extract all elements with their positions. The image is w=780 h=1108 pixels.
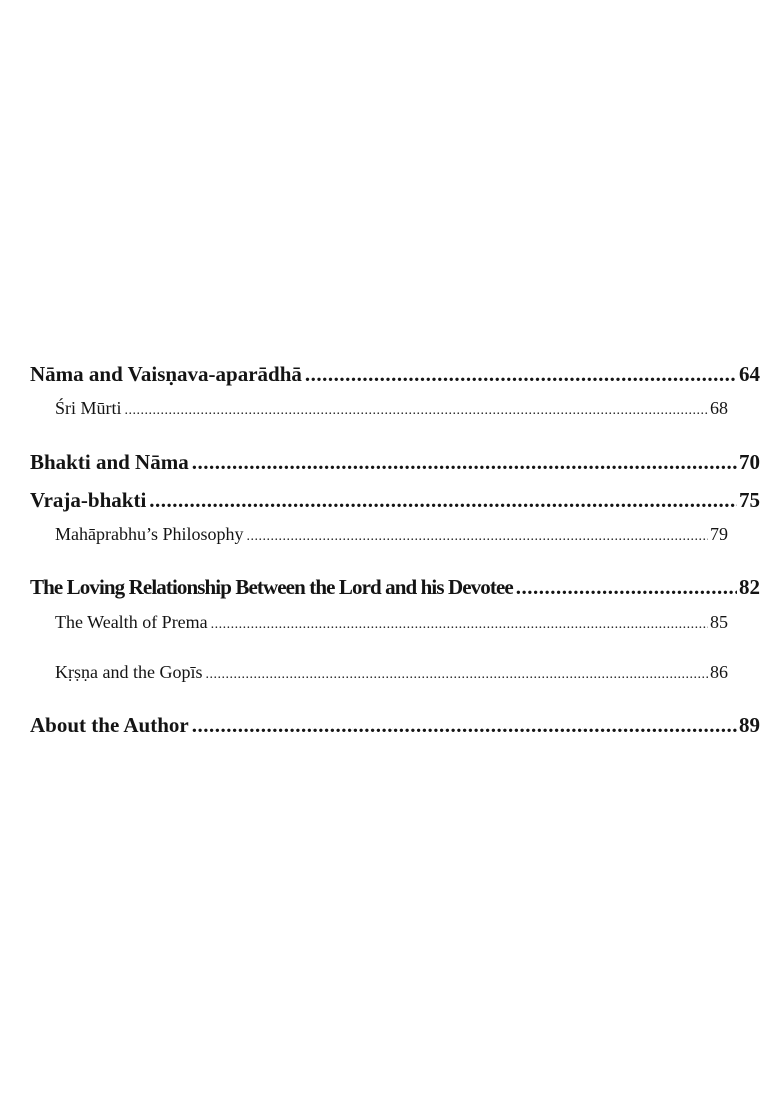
toc-entry-page-number: 70 — [739, 450, 760, 474]
toc-entry-mahaprabhus-philosophy[interactable] — [55, 524, 728, 545]
dot-leader — [516, 575, 737, 600]
toc-entry-title: The Loving Relationship Between the Lord and his Devotee — [30, 575, 513, 599]
toc-entry-loving-relationship[interactable] — [30, 575, 760, 600]
toc-entry-about-the-author[interactable] — [30, 713, 760, 738]
toc-entry-page-number: 64 — [739, 362, 760, 386]
toc-entry-wealth-of-prema[interactable] — [55, 612, 728, 633]
toc-entry-title: Bhakti and Nāma — [30, 450, 189, 474]
toc-entry-page-number: 75 — [739, 488, 760, 512]
toc-entry-title: The Wealth of Prema — [55, 612, 208, 632]
toc-entry-title: Vraja-bhakti — [30, 488, 147, 512]
toc-entry-title: About the Author — [30, 713, 189, 737]
toc-entry-title: Kṛṣṇa and the Gopīs — [55, 662, 203, 682]
toc-entry-title: Nāma and Vaisṇava-aparādhā — [30, 362, 302, 386]
toc-entry-page-number: 82 — [739, 575, 760, 599]
dot-leader — [125, 403, 708, 419]
toc-entry-page-number: 89 — [739, 713, 760, 737]
toc-entry-page-number: 85 — [710, 612, 728, 632]
toc-entry-nama-and-vaisnava-aparadha[interactable] — [30, 362, 760, 387]
dot-leader — [305, 362, 737, 387]
dot-leader — [205, 667, 708, 683]
toc-entry-title: Mahāprabhu’s Philosophy — [55, 524, 244, 544]
toc-entry-page-number: 79 — [710, 524, 728, 544]
dot-leader — [211, 617, 708, 633]
dot-leader — [192, 450, 737, 475]
toc-entry-bhakti-and-nama[interactable] — [30, 450, 760, 475]
toc-entry-page-number: 86 — [710, 662, 728, 682]
toc-entry-page-number: 68 — [710, 398, 728, 418]
dot-leader — [149, 488, 737, 513]
dot-leader — [247, 529, 709, 545]
toc-entry-krsna-and-the-gopis[interactable] — [55, 662, 728, 683]
toc-entry-sri-murti[interactable] — [55, 398, 728, 419]
dot-leader — [192, 713, 737, 738]
toc-entry-vraja-bhakti[interactable] — [30, 488, 760, 513]
toc-entry-title: Śri Mūrti — [55, 398, 122, 418]
